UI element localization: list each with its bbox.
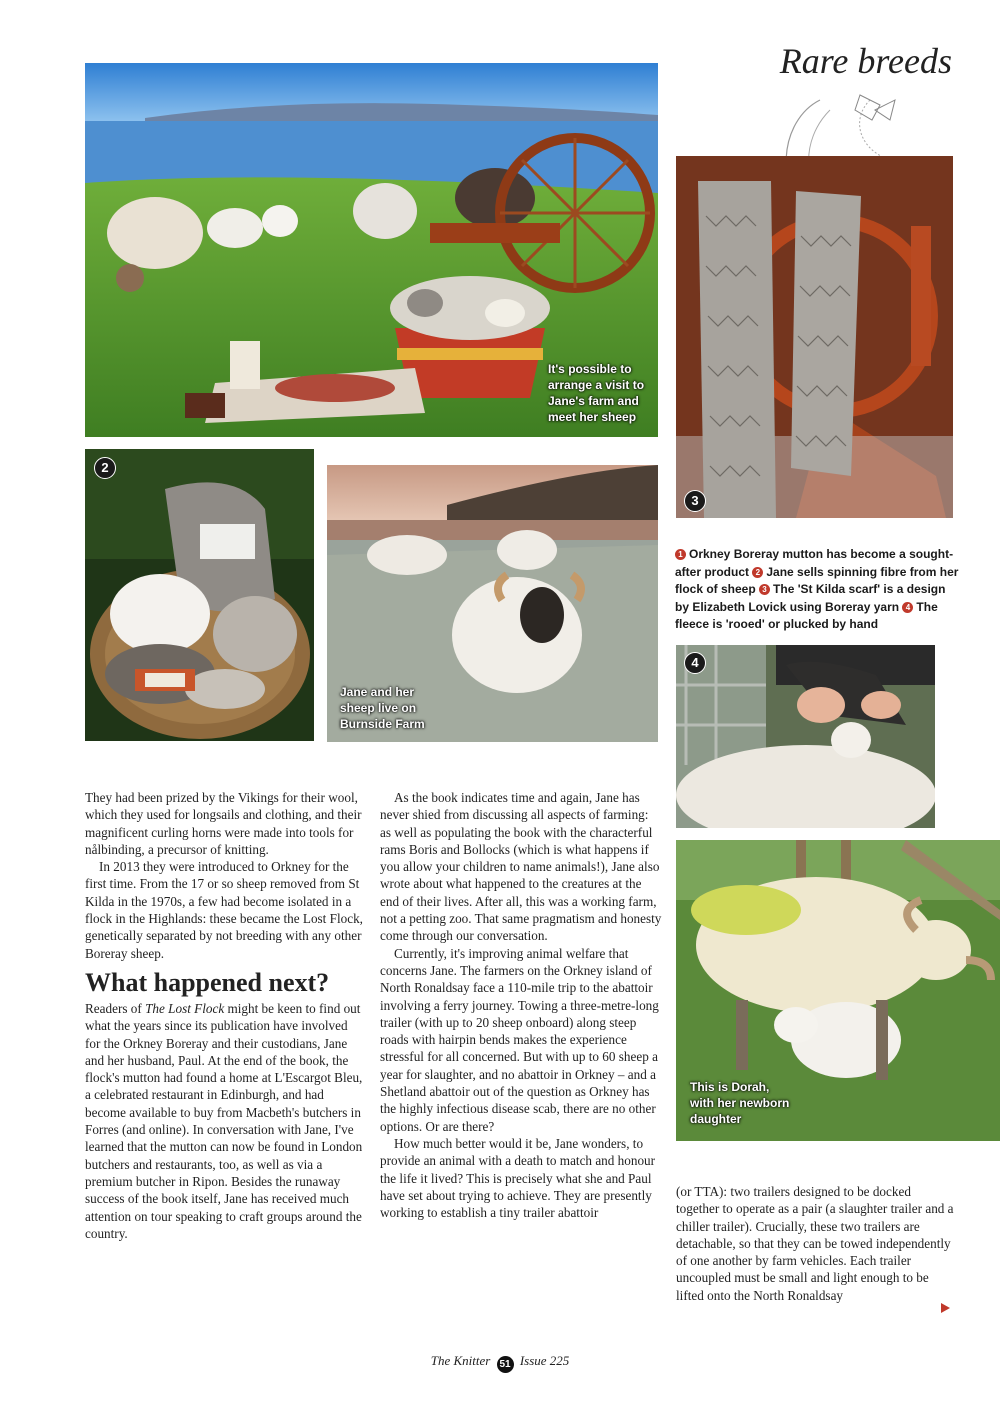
magazine-name: The Knitter (430, 1353, 491, 1368)
col1-paragraph-1: They had been prized by the Vikings for their wool, which they used for longsails and clothing, and their magnificent curling horns were made into tools for nålbinding, a precursor of knitting. (85, 790, 362, 857)
caption-bullet-2: 2 (752, 567, 763, 578)
caption-bullet-3: 3 (759, 584, 770, 595)
page-footer (0, 1353, 1000, 1373)
burnside-photo-caption (340, 684, 440, 732)
dorah-photo-caption (690, 1079, 800, 1127)
badge-3: 3 (684, 490, 706, 512)
issue-number: Issue 225 (519, 1353, 570, 1368)
main-photo-caption (548, 361, 658, 425)
book-title: The Lost Flock (145, 1000, 225, 1016)
page-number: 51 (497, 1356, 514, 1373)
caption-line: arrange a visit to (548, 378, 645, 392)
caption-line: daughter (690, 1112, 742, 1126)
badge-2: 2 (94, 457, 116, 479)
caption-line: with her newborn (690, 1096, 790, 1110)
col2-paragraph-3: How much better would it be, Jane wonders, to provide an animal with a death to match and honour the life it lived? This is precisely what she and Paul have set about trying to achieve. They are presently working to establish a tiny trailer abattoir (380, 1135, 656, 1221)
caption-bullet-4: 4 (902, 602, 913, 613)
text-run: might be keen to find out what the years since its publication have involved for the Orkney Boreray and their custodians, Jane and her husband, Paul. At the end of the book, the flock's mutton had found a home at L'Escargot Bleu, a celebrated restaurant in Edinburgh, and had become available to buy from Macbeth's butchers in Forres (and online). In conversation with Jane, I've learned that the mutton can now be found in London butchers and restaurants, too, as well as via a premium butcher in Ripon. Besides the runaway success of the book itself, Jane has received much attention on tour speaking to craft groups around the country. (85, 1000, 363, 1241)
caption-line: meet her sheep (548, 410, 637, 424)
caption-text-4: The fleece is 'rooed' or plucked by hand (675, 599, 938, 631)
badge-4: 4 (684, 652, 706, 674)
caption-line: It's possible to (548, 362, 632, 376)
col1-paragraph-3 (85, 1000, 364, 1242)
photo-spinning-fibre-basket (85, 449, 314, 741)
article-column-3 (676, 1183, 956, 1304)
col2-paragraph-1: As the book indicates time and again, Jane has never shied from discussing all aspects of farming: as well as populating the book with the characterful rams Boris and Bollocks (which is what happens if you allow your children to name animals!), Jane also wrote about what happened to the creatures at the end of their lives. After all, this was a working farm, not a petting zoo. That same pragmatism and honesty come through our conversation. (380, 790, 662, 944)
col2-paragraph-2: Currently, it's improving animal welfare that concerns Jane. The farmers on the Orkney island of North Ronaldsay face a 110-mile trip to the abattoir involving a ferry journey. Towing a three-metre-long trailer (with up to 20 sheep onboard) along steep roads with hairpin bends makes the experience stressful for all concerned. But with up to 60 sheep a year for slaughter, and no abattoir in Orkney – and a Shetland abattoir out of the question as Orkney has the highly infectious disease scab, there are no other options. Or are there? (380, 945, 659, 1134)
photo-caption-list (675, 546, 960, 634)
photo-st-kilda-scarf (676, 156, 953, 518)
caption-line: sheep live on (340, 701, 417, 715)
section-heading: What happened next? (85, 967, 330, 997)
col3-paragraph-1: (or TTA): two trailers designed to be docked together to operate as a pair (a slaughter trailer and a chiller trailer). Crucially, these two trailers are detachable, so that they can be towed independently of one another by farm vehicles. Each trailer uncoupled must be small and light enough to be lifted onto the North Ronaldsay (676, 1184, 954, 1303)
caption-line: Jane's farm and (548, 394, 639, 408)
caption-line: Jane and her (340, 685, 415, 699)
caption-bullet-1: 1 (675, 549, 686, 560)
text-run: Readers of (85, 1000, 146, 1016)
caption-text-1: Orkney Boreray mutton has become a sought-after product (675, 547, 954, 579)
caption-line: Burnside Farm (340, 717, 425, 731)
caption-text-3: The 'St Kilda scarf' is a design by Elizabeth Lovick using Boreray yarn (675, 582, 946, 614)
caption-text-2: Jane sells spinning fibre from her flock of sheep (675, 564, 959, 596)
article-column-2 (380, 789, 662, 1221)
article-column-1 (85, 789, 364, 1242)
caption-line: This is Dorah, (690, 1080, 770, 1094)
continue-arrow-icon (941, 1303, 950, 1313)
section-title: Rare breeds (779, 41, 952, 81)
col1-paragraph-2: In 2013 they were introduced to Orkney for the first time. From the 17 or so sheep removed from St Kilda in the 1970s, a few had become isolated in a flock in the Highlands: these became the Lost Flock, genetically separated by not breeding with any other Boreray sheep. (85, 859, 363, 961)
photo-rooing-fleece (676, 645, 935, 828)
